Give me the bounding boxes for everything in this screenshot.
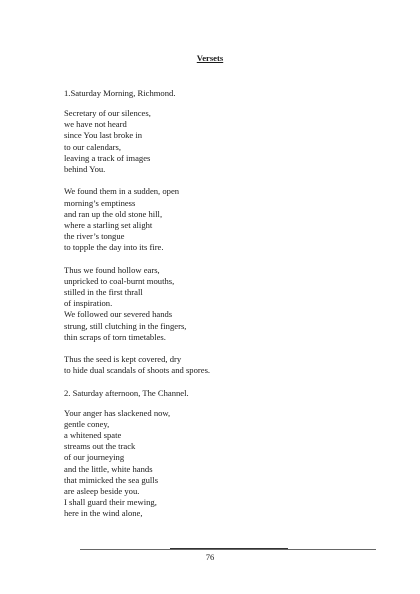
page-number: 76 [205,552,215,562]
poem-line: gentle coney, [64,418,110,429]
poem-line: streams out the track [64,441,136,452]
poem-line: and the little, white hands [64,463,153,474]
poem-line: here in the wind alone, [64,508,143,519]
poem-line: behind You. [64,163,106,174]
poem-line: to topple the day into its fire. [64,242,164,253]
poem-line: thin scraps of torn timetables. [64,331,166,342]
poem-line: the river’s tongue [64,231,125,242]
poem-line: I shall guard their mewing, [64,497,157,508]
poem-line: stilled in the first thrall [64,287,143,297]
section-heading: 1.Saturday Morning, Richmond. [64,88,176,98]
poem-line: we have not heard [64,119,127,130]
poem-line: Your anger has slackened now, [64,407,171,418]
poem-line: to hide dual scandals of shoots and spores. [64,365,211,376]
poem-line: that mimicked the sea gulls [64,474,159,485]
spacer [64,175,384,186]
spacer [64,99,384,108]
spacer [64,343,384,354]
footer-rule [80,549,376,550]
poem-line: Secretary of our silences, [64,108,151,118]
stanza [64,108,384,175]
poem-line: Thus the seed is kept covered, dry [64,354,182,365]
poem-body [64,88,384,520]
poem-line: Thus we found hollow ears, [64,264,160,275]
poem-line: to our calendars, [64,141,122,152]
document-title: Versets [196,53,224,63]
poem-line: morning’s emptiness [64,197,136,208]
poem-line: of our journeying [64,452,125,463]
spacer [64,253,384,264]
stanza [64,186,384,253]
poem-line: since You last broke in [64,130,143,141]
stanza [64,265,384,343]
section-heading: 2. Saturday afternoon, The Channel. [64,387,189,398]
poem-line: leaving a track of images [64,152,151,163]
spacer [64,399,384,408]
poem-line: are asleep beside you. [64,486,140,496]
poem-line: unpricked to coal-burnt mouths, [64,275,175,286]
poem-line: We found them in a sudden, open [64,186,180,197]
stanza [64,408,384,520]
stanza [64,354,384,376]
poem-line: of inspiration. [64,298,113,309]
poem-line: strung, still clutching in the fingers, [64,320,187,331]
poem-line: and ran up the old stone hill, [64,208,163,219]
footer-rule-accent [170,548,288,549]
poem-line: a whitened spate [64,430,122,441]
spacer [64,377,384,388]
poem-line: where a starling set alight [64,219,153,230]
poem-line: We followed our severed hands [64,309,173,320]
